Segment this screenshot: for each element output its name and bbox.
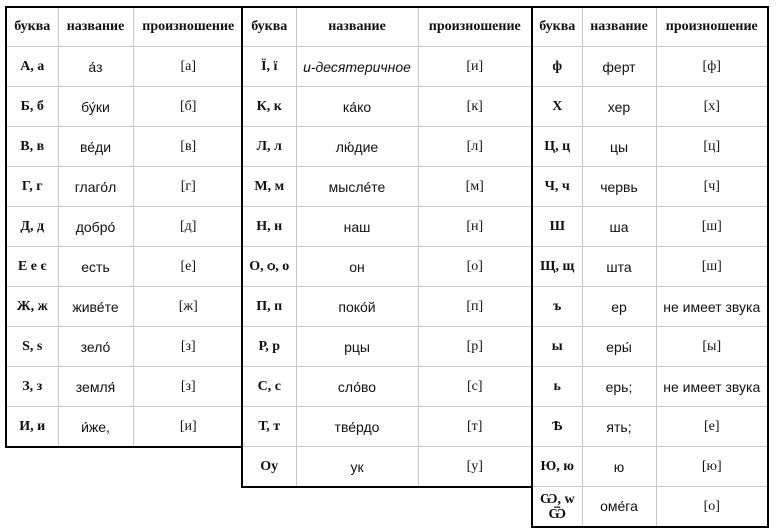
pronunciation-cell: [и] (418, 47, 532, 87)
name-cell: ук (296, 447, 418, 488)
header-name: название (58, 7, 133, 47)
letter-cell: Ю, ю (532, 447, 582, 487)
header-pronunciation: произношение (418, 7, 532, 47)
table-row (242, 127, 532, 167)
letter-cell: Е е є (6, 247, 58, 287)
letter-cell: ф (532, 47, 582, 87)
letter-cell: Т, т (242, 407, 296, 447)
name-cell: шта (582, 247, 656, 287)
table-row (242, 327, 532, 367)
name-cell: ве́ди (58, 127, 133, 167)
table-row (532, 207, 768, 247)
name-cell: живе́те (58, 287, 133, 327)
pronunciation-cell: [ы] (656, 327, 768, 367)
header-name: название (582, 7, 656, 47)
pronunciation-cell: [з] (133, 327, 244, 367)
table-row (532, 407, 768, 447)
pronunciation-cell: [х] (656, 87, 768, 127)
header-name: название (296, 7, 418, 47)
letter-cell: С, с (242, 367, 296, 407)
letter-cell: Ж, ж (6, 287, 58, 327)
letter-cell: В, в (6, 127, 58, 167)
pronunciation-cell: [о] (656, 487, 768, 528)
table-row (242, 367, 532, 407)
table-row (6, 287, 244, 327)
letter-cell: К, к (242, 87, 296, 127)
name-cell: ер (582, 287, 656, 327)
table-row (242, 47, 532, 87)
table-row (6, 367, 244, 407)
alphabet-table-1 (5, 6, 245, 448)
name-cell: глаго́л (58, 167, 133, 207)
header-letter: буква (6, 7, 58, 47)
name-cell: ять; (582, 407, 656, 447)
name-cell: зело́ (58, 327, 133, 367)
pronunciation-cell: [з] (133, 367, 244, 407)
letter-cell: И, и (6, 407, 58, 448)
name-cell: хер (582, 87, 656, 127)
pronunciation-cell: [к] (418, 87, 532, 127)
header-pronunciation: произношение (133, 7, 244, 47)
letter-cell: S, s (6, 327, 58, 367)
letter-cell: Д, д (6, 207, 58, 247)
header-pronunciation: произношение (656, 7, 768, 47)
pronunciation-cell: [ш] (656, 247, 768, 287)
table-row (242, 247, 532, 287)
name-cell: тве́рдо (296, 407, 418, 447)
table-row (6, 207, 244, 247)
table-row (6, 87, 244, 127)
letter-cell: П, п (242, 287, 296, 327)
header-letter: буква (532, 7, 582, 47)
pronunciation-cell: [б] (133, 87, 244, 127)
name-cell: червь (582, 167, 656, 207)
alphabet-table-3 (531, 6, 769, 528)
pronunciation-cell: [р] (418, 327, 532, 367)
table-row (242, 447, 532, 488)
table-row (242, 87, 532, 127)
pronunciation-cell: [ф] (656, 47, 768, 87)
table-row (532, 247, 768, 287)
pronunciation-cell: [ч] (656, 167, 768, 207)
name-cell: ю (582, 447, 656, 487)
letter-cell: Ц, ц (532, 127, 582, 167)
name-cell: а́з (58, 47, 133, 87)
name-cell: и́же, (58, 407, 133, 448)
pronunciation-cell: [ж] (133, 287, 244, 327)
letter-cell: З, з (6, 367, 58, 407)
pronunciation-cell: [т] (418, 407, 532, 447)
letter-cell: Ѡ, w Ѿ (532, 487, 582, 528)
name-cell: оме́га (582, 487, 656, 528)
pronunciation-cell: [м] (418, 167, 532, 207)
pronunciation-cell: [ц] (656, 127, 768, 167)
table-row (6, 247, 244, 287)
pronunciation-cell: [в] (133, 127, 244, 167)
letter-cell: Ч, ч (532, 167, 582, 207)
table-row (532, 87, 768, 127)
table-row (242, 407, 532, 447)
table-row (242, 207, 532, 247)
pronunciation-cell: [ю] (656, 447, 768, 487)
letter-cell: Г, г (6, 167, 58, 207)
table-row (6, 327, 244, 367)
table-row (532, 127, 768, 167)
table-row (532, 447, 768, 487)
letter-cell: Л, л (242, 127, 296, 167)
name-cell: добро́ (58, 207, 133, 247)
pronunciation-cell: [г] (133, 167, 244, 207)
table-row (6, 167, 244, 207)
pronunciation-cell: [о] (418, 247, 532, 287)
name-cell: бу́ки (58, 87, 133, 127)
name-cell: ферт (582, 47, 656, 87)
name-cell: земля́ (58, 367, 133, 407)
pronunciation-cell: [у] (418, 447, 532, 488)
pronunciation-cell: [е] (133, 247, 244, 287)
letter-cell: Н, н (242, 207, 296, 247)
letter-cell: Ї, ї (242, 47, 296, 87)
name-cell: цы (582, 127, 656, 167)
name-cell: и-десятеричное (296, 47, 418, 87)
table-row (532, 367, 768, 407)
table-row (6, 407, 244, 448)
name-cell: ка́ко (296, 87, 418, 127)
letter-cell: М, м (242, 167, 296, 207)
name-cell: есть (58, 247, 133, 287)
letter-cell: Х (532, 87, 582, 127)
pronunciation-cell: [ш] (656, 207, 768, 247)
letter-cell: ь (532, 367, 582, 407)
name-cell: сло́во (296, 367, 418, 407)
pronunciation-cell: [е] (656, 407, 768, 447)
alphabet-table-2 (241, 6, 533, 488)
table-row (532, 327, 768, 367)
table-row (6, 47, 244, 87)
pronunciation-cell: [п] (418, 287, 532, 327)
table-row (532, 47, 768, 87)
table-row (6, 127, 244, 167)
table-row (532, 487, 768, 528)
pronunciation-cell: [л] (418, 127, 532, 167)
header-letter: буква (242, 7, 296, 47)
pronunciation-cell: [д] (133, 207, 244, 247)
letter-cell: ъ (532, 287, 582, 327)
name-cell: наш (296, 207, 418, 247)
name-cell: ша (582, 207, 656, 247)
table-row (242, 287, 532, 327)
table-row (532, 167, 768, 207)
table-row (242, 167, 532, 207)
letter-cell: Р, р (242, 327, 296, 367)
letter-cell: Ѣ (532, 407, 582, 447)
name-cell: рцы (296, 327, 418, 367)
pronunciation-cell: [а] (133, 47, 244, 87)
letter-cell: Щ, щ (532, 247, 582, 287)
letter-cell: Ш (532, 207, 582, 247)
name-cell: он (296, 247, 418, 287)
letter-cell: Б, б (6, 87, 58, 127)
pronunciation-cell: [с] (418, 367, 532, 407)
name-cell: мысле́те (296, 167, 418, 207)
pronunciation-cell: не имеет звука (656, 287, 768, 327)
pronunciation-cell: [н] (418, 207, 532, 247)
name-cell: лю́дие (296, 127, 418, 167)
pronunciation-cell: [и] (133, 407, 244, 448)
name-cell: еры́ (582, 327, 656, 367)
letter-cell: ы (532, 327, 582, 367)
letter-cell: А, а (6, 47, 58, 87)
name-cell: ерь; (582, 367, 656, 407)
table-row (532, 287, 768, 327)
pronunciation-cell: не имеет звука (656, 367, 768, 407)
letter-cell: Оу (242, 447, 296, 488)
name-cell: поко́й (296, 287, 418, 327)
letter-cell: О, ѻ, о (242, 247, 296, 287)
